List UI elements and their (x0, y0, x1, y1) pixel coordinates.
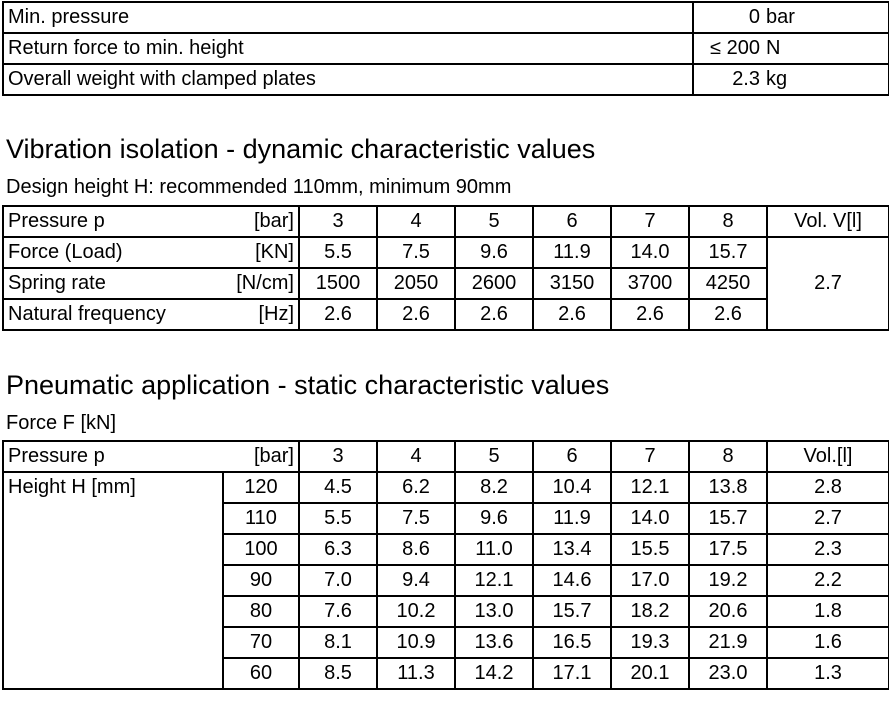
data-cell: 12.1 (611, 472, 689, 503)
pressure-value: 8 (689, 441, 767, 472)
volume-value: 1.6 (767, 627, 889, 658)
dynamic-data-row (3, 237, 889, 268)
data-cell: 6.3 (299, 534, 377, 565)
data-cell: 7.0 (299, 565, 377, 596)
dynamic-data-row (3, 268, 889, 299)
data-cell: 15.7 (689, 237, 767, 268)
data-cell: 8.6 (377, 534, 455, 565)
spec-value: 2.3 (693, 64, 763, 95)
spec-label: Overall weight with clamped plates (3, 64, 693, 95)
spec-unit: N (763, 33, 889, 64)
data-cell: 17.0 (611, 565, 689, 596)
data-cell: 2.6 (455, 299, 533, 330)
data-cell: 2600 (455, 268, 533, 299)
height-value: 70 (223, 627, 299, 658)
data-cell: 21.9 (689, 627, 767, 658)
pressure-value: 5 (455, 206, 533, 237)
data-cell: 11.9 (533, 503, 611, 534)
data-cell: 2.6 (689, 299, 767, 330)
row-label: Force (Load) (3, 237, 203, 268)
general-spec-row (3, 33, 889, 64)
data-cell: 3150 (533, 268, 611, 299)
dynamic-data-row (3, 299, 889, 330)
dynamic-header-row (3, 206, 889, 237)
pressure-value: 7 (611, 206, 689, 237)
data-cell: 11.9 (533, 237, 611, 268)
dynamic-section-subtitle: Design height H: recommended 110mm, minimum 90mm (6, 176, 512, 198)
data-cell: 14.2 (455, 658, 533, 689)
data-cell: 6.2 (377, 472, 455, 503)
data-cell: 20.6 (689, 596, 767, 627)
general-spec-row (3, 2, 889, 33)
height-value: 100 (223, 534, 299, 565)
volume-value: 2.7 (767, 237, 889, 330)
spec-unit: kg (763, 64, 889, 95)
data-cell: 13.8 (689, 472, 767, 503)
data-cell: 17.1 (533, 658, 611, 689)
general-specs-table (2, 1, 889, 96)
data-cell: 2.6 (611, 299, 689, 330)
pneumatic-data-row (3, 472, 889, 503)
height-label: Height H [mm] (3, 472, 223, 689)
height-value: 110 (223, 503, 299, 534)
volume-value: 2.3 (767, 534, 889, 565)
data-cell: 19.3 (611, 627, 689, 658)
pressure-value: 4 (377, 441, 455, 472)
data-cell: 11.0 (455, 534, 533, 565)
spec-value: 0 (693, 2, 763, 33)
pneumatic-section-title: Pneumatic application - static characteristic values (6, 370, 610, 400)
data-cell: 15.5 (611, 534, 689, 565)
row-unit: [N/cm] (203, 268, 299, 299)
data-cell: 2.6 (533, 299, 611, 330)
data-cell: 23.0 (689, 658, 767, 689)
data-cell: 13.4 (533, 534, 611, 565)
volume-value: 1.3 (767, 658, 889, 689)
pressure-value: 8 (689, 206, 767, 237)
data-cell: 10.9 (377, 627, 455, 658)
data-cell: 12.1 (455, 565, 533, 596)
height-value: 90 (223, 565, 299, 596)
data-cell: 18.2 (611, 596, 689, 627)
data-cell: 14.6 (533, 565, 611, 596)
spec-unit: bar (763, 2, 889, 33)
data-cell: 19.2 (689, 565, 767, 596)
data-cell: 7.5 (377, 237, 455, 268)
data-cell: 14.0 (611, 237, 689, 268)
data-cell: 2050 (377, 268, 455, 299)
spec-value: ≤ 200 (693, 33, 763, 64)
volume-value: 2.2 (767, 565, 889, 596)
data-cell: 15.7 (689, 503, 767, 534)
data-cell: 2.6 (377, 299, 455, 330)
height-value: 80 (223, 596, 299, 627)
data-cell: 8.2 (455, 472, 533, 503)
pressure-unit: [bar] (203, 206, 299, 237)
data-cell: 8.1 (299, 627, 377, 658)
pressure-value: 7 (611, 441, 689, 472)
data-cell: 4250 (689, 268, 767, 299)
pressure-value: 6 (533, 206, 611, 237)
data-cell: 7.6 (299, 596, 377, 627)
pneumatic-header-row (3, 441, 889, 472)
data-cell: 2.6 (299, 299, 377, 330)
pressure-unit: [bar] (223, 441, 299, 472)
data-cell: 9.6 (455, 237, 533, 268)
data-cell: 15.7 (533, 596, 611, 627)
spec-label: Return force to min. height (3, 33, 693, 64)
pneumatic-values-table (2, 440, 889, 690)
pressure-value: 6 (533, 441, 611, 472)
data-cell: 5.5 (299, 237, 377, 268)
data-cell: 8.5 (299, 658, 377, 689)
spec-label: Min. pressure (3, 2, 693, 33)
data-cell: 9.6 (455, 503, 533, 534)
data-cell: 1500 (299, 268, 377, 299)
volume-header: Vol.[l] (767, 441, 889, 472)
row-label: Natural frequency (3, 299, 203, 330)
data-cell: 3700 (611, 268, 689, 299)
data-cell: 13.0 (455, 596, 533, 627)
pneumatic-section-subtitle: Force F [kN] (6, 412, 117, 434)
data-cell: 11.3 (377, 658, 455, 689)
height-value: 120 (223, 472, 299, 503)
data-cell: 20.1 (611, 658, 689, 689)
pressure-value: 3 (299, 206, 377, 237)
pressure-label: Pressure p (3, 441, 223, 472)
data-cell: 16.5 (533, 627, 611, 658)
dynamic-section-title: Vibration isolation - dynamic characteristic values (6, 134, 596, 164)
volume-value: 1.8 (767, 596, 889, 627)
pressure-label: Pressure p (3, 206, 203, 237)
pressure-value: 3 (299, 441, 377, 472)
data-cell: 13.6 (455, 627, 533, 658)
data-cell: 14.0 (611, 503, 689, 534)
row-unit: [KN] (203, 237, 299, 268)
data-cell: 5.5 (299, 503, 377, 534)
dynamic-values-table (2, 205, 889, 331)
volume-header: Vol. V[l] (767, 206, 889, 237)
data-cell: 7.5 (377, 503, 455, 534)
volume-value: 2.7 (767, 503, 889, 534)
row-unit: [Hz] (203, 299, 299, 330)
general-spec-row (3, 64, 889, 95)
data-cell: 17.5 (689, 534, 767, 565)
data-cell: 4.5 (299, 472, 377, 503)
row-label: Spring rate (3, 268, 203, 299)
data-cell: 10.4 (533, 472, 611, 503)
pressure-value: 5 (455, 441, 533, 472)
pressure-value: 4 (377, 206, 455, 237)
height-value: 60 (223, 658, 299, 689)
data-cell: 9.4 (377, 565, 455, 596)
data-cell: 10.2 (377, 596, 455, 627)
volume-value: 2.8 (767, 472, 889, 503)
